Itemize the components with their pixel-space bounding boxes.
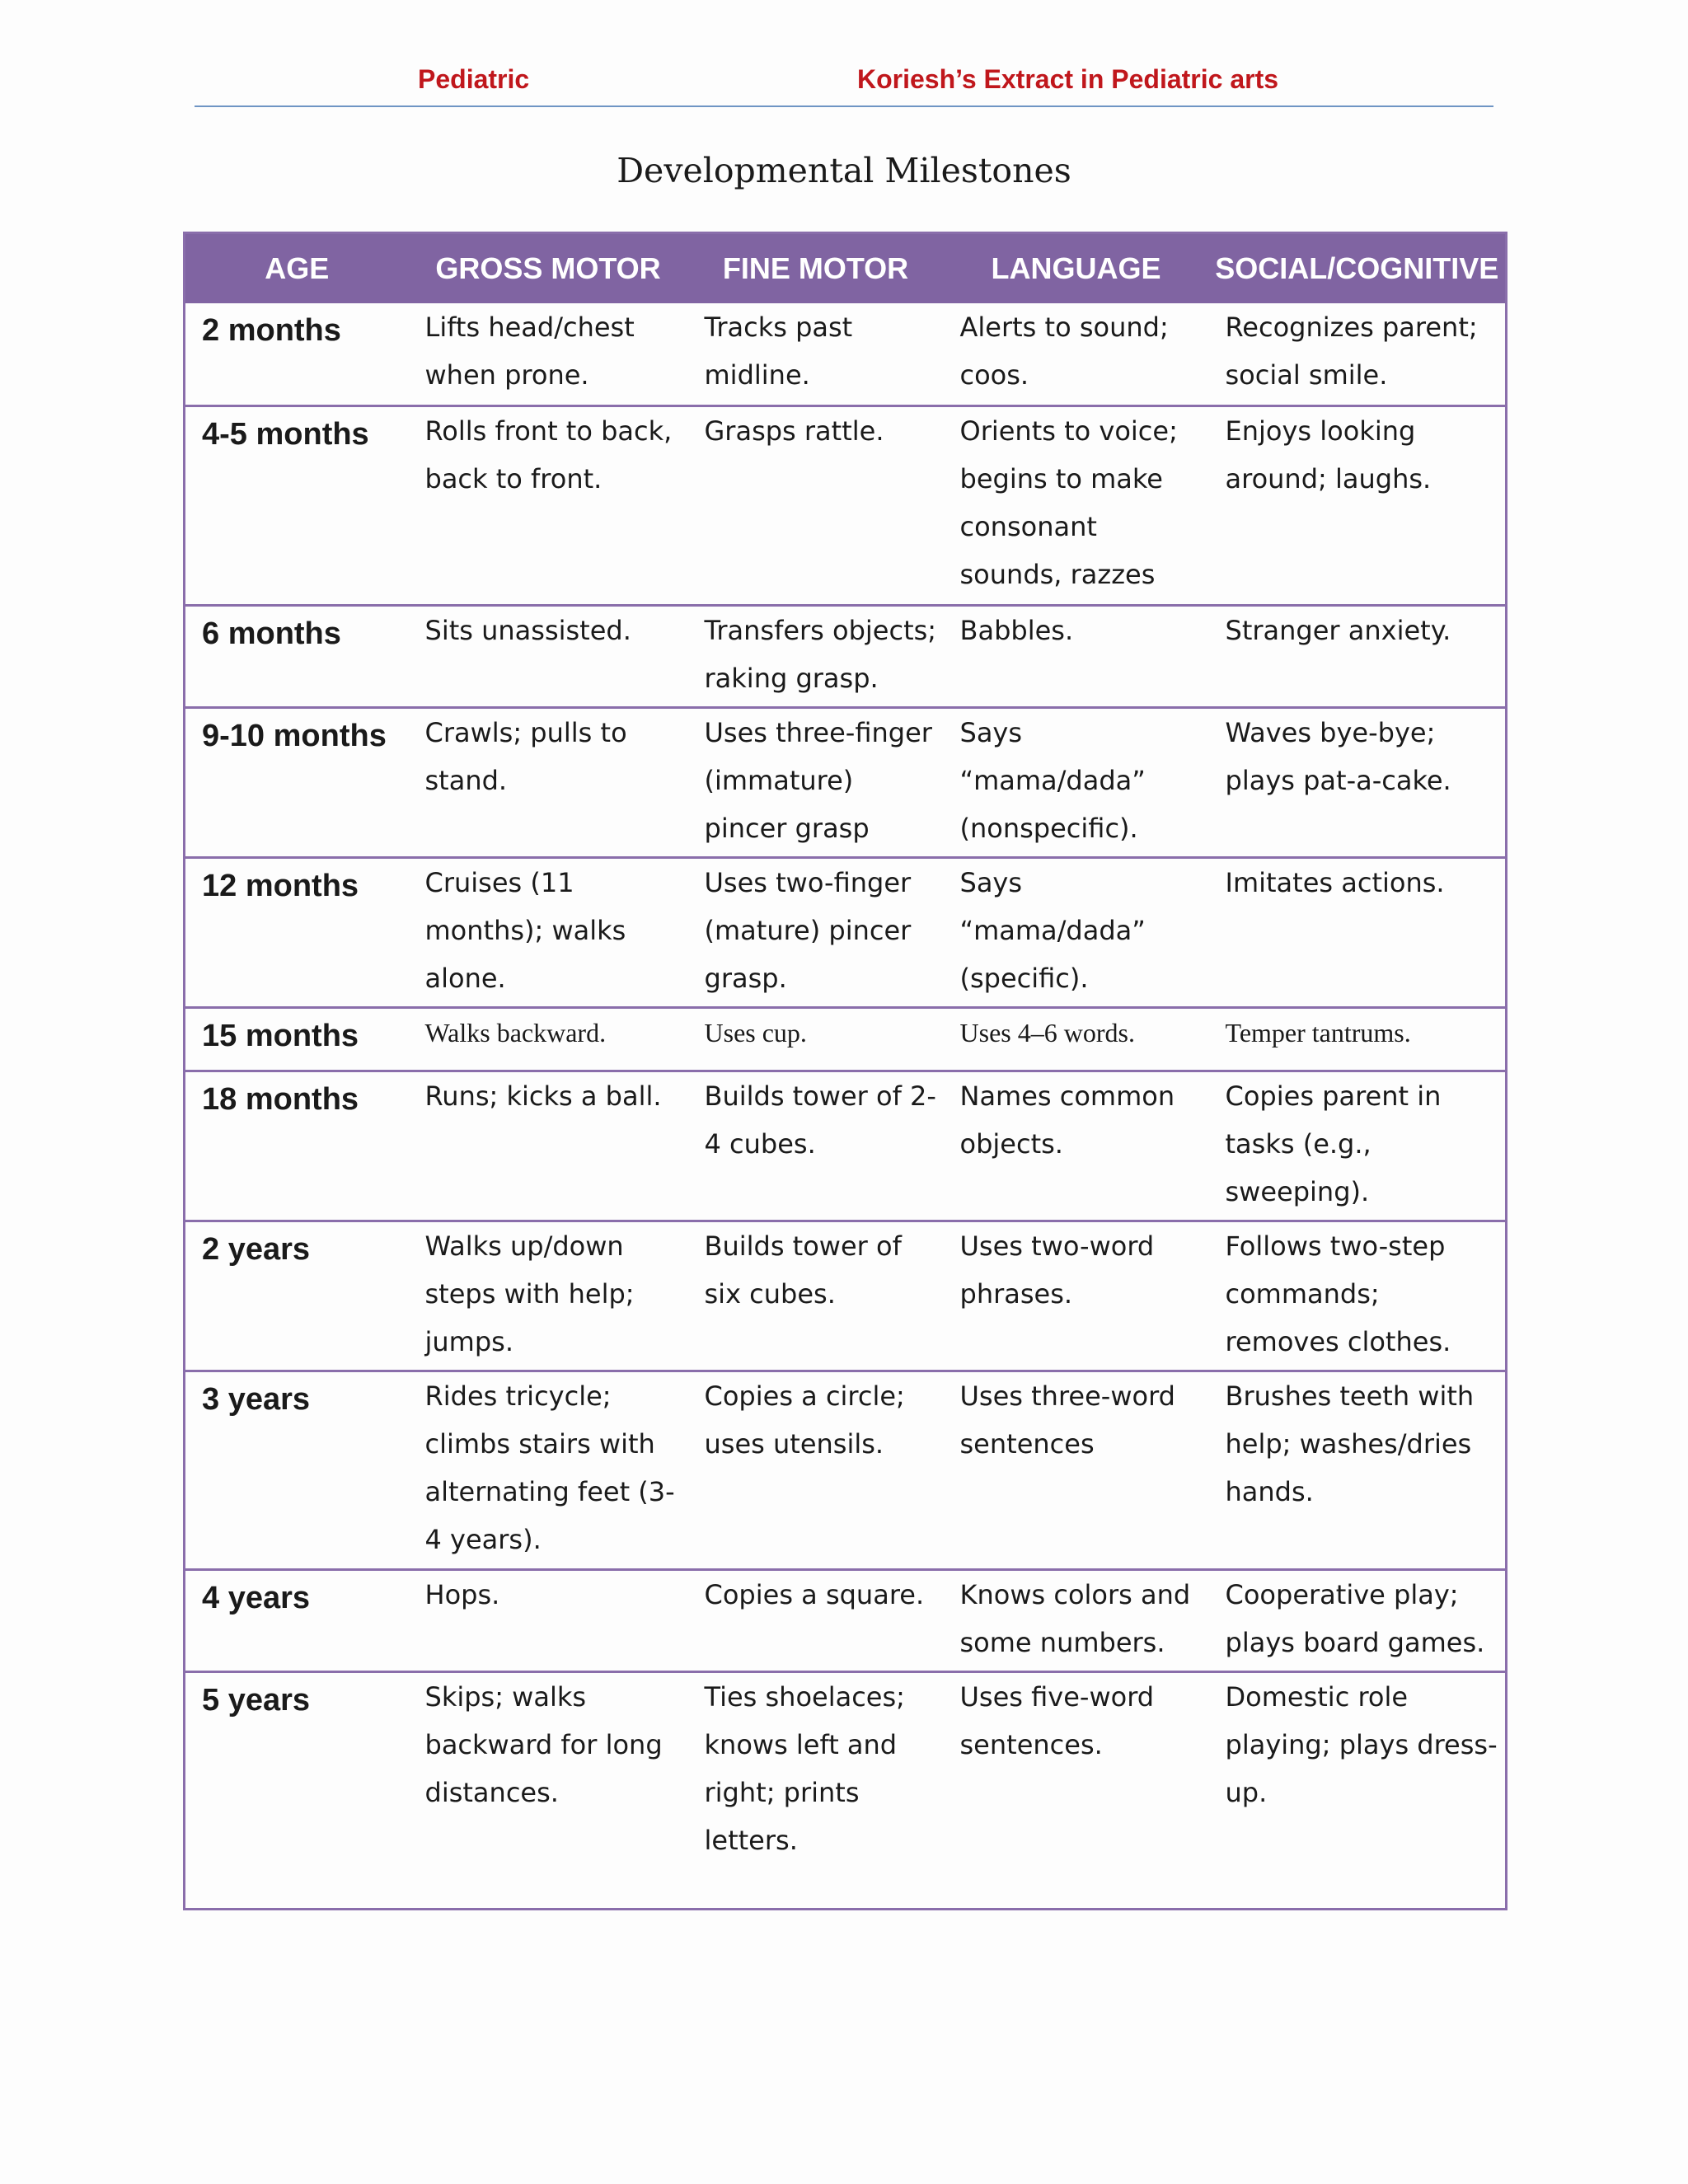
language-cell: Names common objects. xyxy=(944,1071,1209,1221)
language-cell: Uses three-word sentences xyxy=(944,1371,1209,1569)
fine-motor-cell: Uses cup. xyxy=(688,1007,944,1071)
table-row xyxy=(185,1371,1507,1569)
social-cognitive-cell: Stranger anxiety. xyxy=(1209,605,1507,707)
fine-motor-cell: Tracks past midline. xyxy=(704,312,853,391)
column-header-language: LANGUAGE xyxy=(944,233,1209,304)
column-header-age: AGE xyxy=(185,233,409,304)
age-cell: 3 years xyxy=(185,1371,409,1569)
gross-motor-cell: Runs; kicks a ball. xyxy=(409,1071,688,1221)
language-cell: Uses five-word sentences. xyxy=(944,1671,1209,1909)
age-cell: 18 months xyxy=(185,1071,409,1221)
gross-motor-cell: Sits unassisted. xyxy=(409,605,688,707)
language-cell: Babbles. xyxy=(944,605,1209,707)
language-cell: Uses two-word phrases. xyxy=(944,1221,1209,1371)
age-cell: 6 months xyxy=(185,605,409,707)
column-header-social-cognitive: SOCIAL/COGNITIVE xyxy=(1209,233,1507,304)
social-cognitive-cell: Recognizes parent; social smile. xyxy=(1225,312,1478,391)
age-cell: 15 months xyxy=(185,1007,409,1071)
social-cognitive-cell: Temper tantrums. xyxy=(1209,1007,1507,1071)
gross-motor-cell: Rides tricycle; climbs stairs with alternating feet (3-4 years). xyxy=(409,1371,688,1569)
fine-motor-cell: Copies a square. xyxy=(688,1569,944,1671)
milestones-table xyxy=(183,232,1507,1910)
gross-motor-cell: Skips; walks backward for long distances. xyxy=(409,1671,688,1909)
language-cell: Uses 4–6 words. xyxy=(944,1007,1209,1071)
gross-motor-cell: Rolls front to back, back to front. xyxy=(409,405,688,605)
fine-motor-cell: Copies a circle; uses utensils. xyxy=(688,1371,944,1569)
language-cell: Alerts to sound; coos. xyxy=(959,312,1169,391)
social-cognitive-cell: Follows two-step commands; removes clothes. xyxy=(1209,1221,1507,1371)
header-book-title: Koriesh’s Extract in Pediatric arts xyxy=(857,64,1279,94)
table-row xyxy=(185,303,1507,405)
page-title: Developmental Milestones xyxy=(617,151,1071,190)
social-cognitive-cell: Imitates actions. xyxy=(1209,857,1507,1007)
age-cell: 9-10 months xyxy=(185,707,409,857)
gross-motor-cell: Walks backward. xyxy=(409,1007,688,1071)
table-row xyxy=(185,605,1507,707)
fine-motor-cell: Uses two-finger (mature) pincer grasp. xyxy=(688,857,944,1007)
social-cognitive-cell: Domestic role playing; plays dress-up. xyxy=(1209,1671,1507,1909)
header-subject: Pediatric xyxy=(418,64,530,94)
table-row xyxy=(185,1071,1507,1221)
table-header-row xyxy=(185,233,1507,304)
table-row xyxy=(185,857,1507,1007)
social-cognitive-cell: Cooperative play; plays board games. xyxy=(1209,1569,1507,1671)
gross-motor-cell: Lifts head/chest when prone. xyxy=(424,312,635,391)
fine-motor-cell: Grasps rattle. xyxy=(688,405,944,605)
column-header-gross-motor: GROSS MOTOR xyxy=(409,233,688,304)
social-cognitive-cell: Enjoys looking around; laughs. xyxy=(1209,405,1507,605)
language-cell: Says “mama/dada” (specific). xyxy=(944,857,1209,1007)
social-cognitive-cell: Waves bye-bye; plays pat-a-cake. xyxy=(1209,707,1507,857)
age-cell: 5 years xyxy=(185,1671,409,1909)
table-row xyxy=(185,1569,1507,1671)
fine-motor-cell: Builds tower of 2-4 cubes. xyxy=(688,1071,944,1221)
table-row xyxy=(185,1007,1507,1071)
fine-motor-cell: Builds tower of six cubes. xyxy=(688,1221,944,1371)
column-header-fine-motor: FINE MOTOR xyxy=(688,233,944,304)
age-cell: 4-5 months xyxy=(185,405,409,605)
gross-motor-cell: Hops. xyxy=(409,1569,688,1671)
age-cell: 4 years xyxy=(185,1569,409,1671)
table-row xyxy=(185,405,1507,605)
language-cell: Orients to voice; begins to make consonant sounds, razzes xyxy=(944,405,1209,605)
age-cell: 2 months xyxy=(202,313,341,348)
gross-motor-cell: Crawls; pulls to stand. xyxy=(409,707,688,857)
social-cognitive-cell: Copies parent in tasks (e.g., sweeping). xyxy=(1209,1071,1507,1221)
age-cell: 2 years xyxy=(185,1221,409,1371)
fine-motor-cell: Transfers objects; raking grasp. xyxy=(688,605,944,707)
fine-motor-cell: Ties shoelaces; knows left and right; prints letters. xyxy=(688,1671,944,1909)
language-cell: Knows colors and some numbers. xyxy=(944,1569,1209,1671)
table-row xyxy=(185,1221,1507,1371)
table-row xyxy=(185,1671,1507,1909)
age-cell: 12 months xyxy=(185,857,409,1007)
header-divider xyxy=(195,105,1493,107)
gross-motor-cell: Cruises (11 months); walks alone. xyxy=(409,857,688,1007)
gross-motor-cell: Walks up/down steps with help; jumps. xyxy=(409,1221,688,1371)
social-cognitive-cell: Brushes teeth with help; washes/dries hands. xyxy=(1209,1371,1507,1569)
language-cell: Says “mama/dada” (nonspecific). xyxy=(944,707,1209,857)
fine-motor-cell: Uses three-finger (immature) pincer grasp xyxy=(688,707,944,857)
table-row xyxy=(185,707,1507,857)
